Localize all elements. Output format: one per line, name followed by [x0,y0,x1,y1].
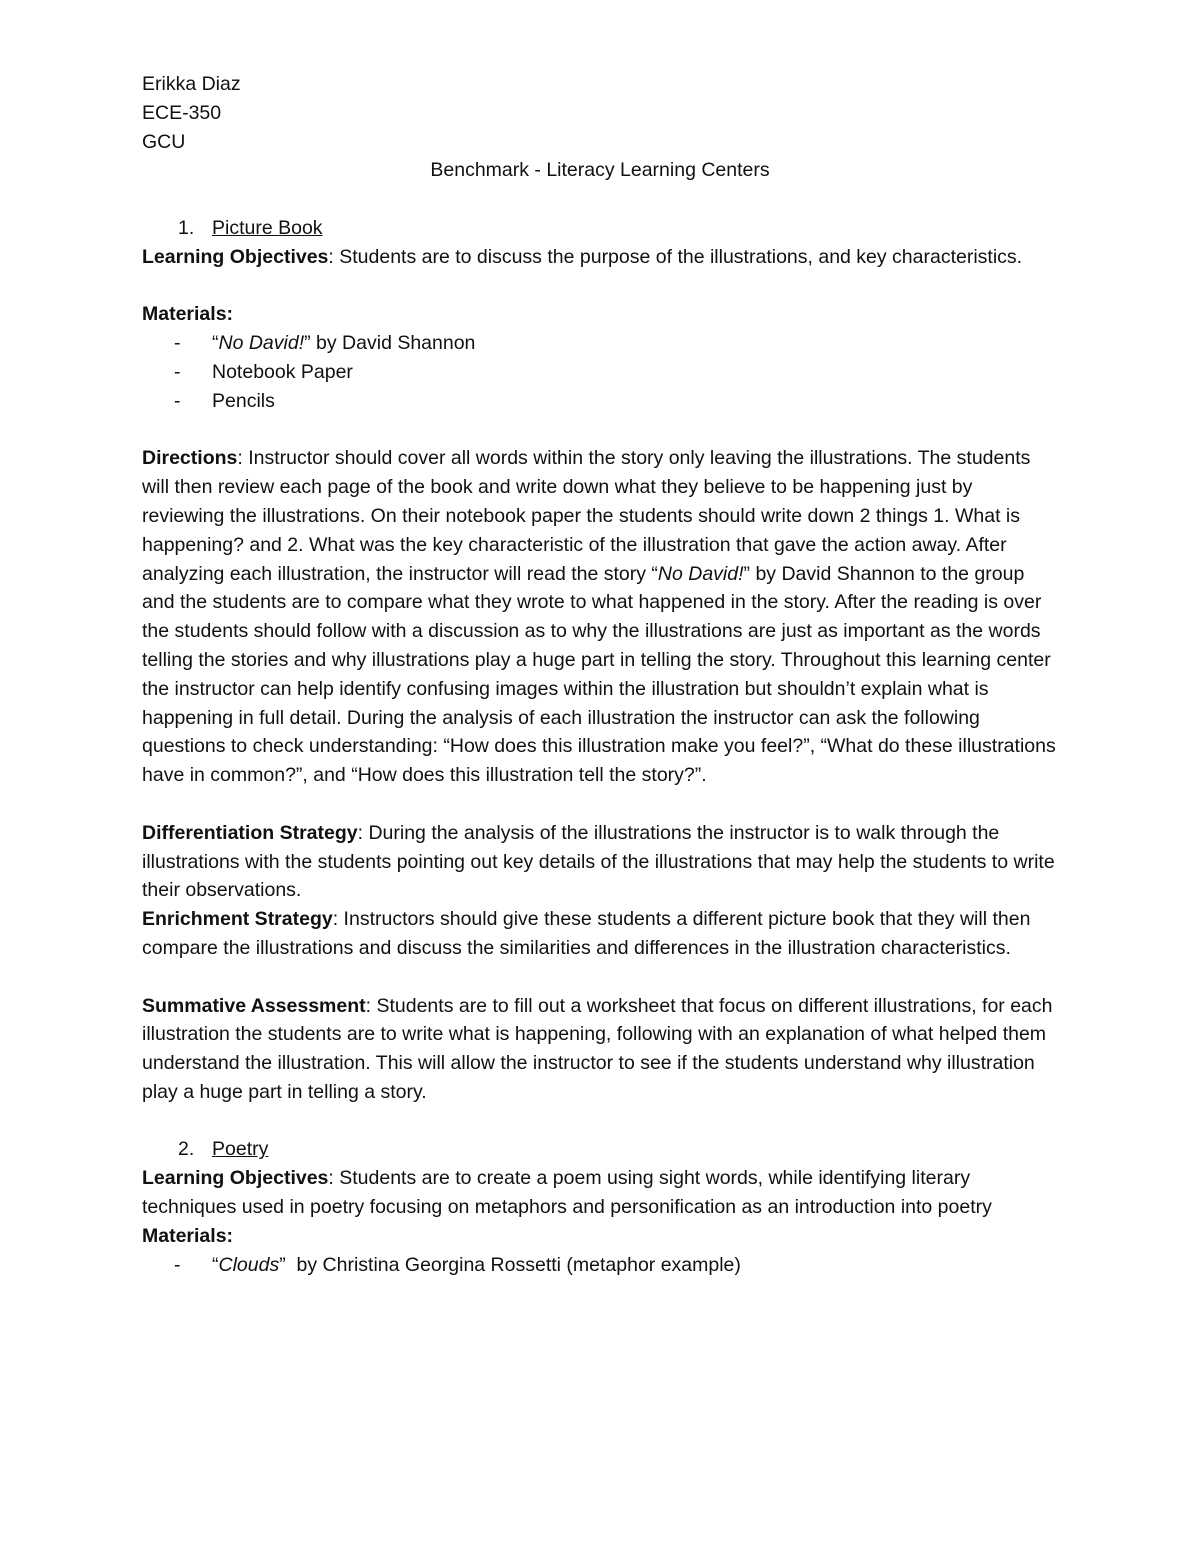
learning-objectives-paragraph [142,1164,1058,1222]
spacer [142,963,1058,992]
document-page [142,70,1058,1279]
section-heading-picture-book [142,214,1058,243]
bullet-dash: - [174,1253,181,1276]
section-heading-poetry [142,1135,1058,1164]
quote-close: ” [304,332,311,355]
author-name: Erikka Diaz [142,73,241,95]
objectives-label: Learning Objectives [142,1167,329,1190]
section-title: Poetry [212,1138,269,1161]
quote-open: “ [212,332,219,355]
book-title: No David! [218,332,305,355]
school-name: GCU [142,130,186,153]
course-code: ECE-350 [142,101,222,124]
poem-author: by Christina Georgina Rossetti (metaphor example) [285,1253,741,1276]
materials-label: Materials: [142,1224,234,1247]
document-title: Benchmark - Literacy Learning Centers [430,159,770,182]
enrichment-text: : Instructors should give these students a different picture book that they will then compare the illustrations and discuss the similarities and differences in the illustration characteristics. [142,908,1031,959]
quote-close: ” [279,1253,286,1276]
bullet-dash: - [174,389,181,412]
spacer [142,185,1058,214]
objectives-text: : Students are to create a poem using sight words, while identifying literary techniques used in poetry focusing on metaphors and personification as an introduction into poetry [142,1167,992,1219]
objectives-text: : Students are to discuss the purpose of the illustrations, and key characteristics. [328,245,1023,268]
materials-item [142,358,1058,387]
enrichment-label: Enrichment Strategy [142,908,333,931]
materials-item [142,387,1058,416]
differentiation-paragraph [142,819,1058,905]
enrichment-paragraph [142,905,1058,963]
book-author: by David Shannon [310,332,476,355]
materials-item [142,1251,1058,1280]
directions-book-title: No David! [657,562,744,585]
summative-paragraph [142,992,1058,1107]
section-number: 1. [178,216,195,239]
directions-text: : Instructor should cover all words within the story only leaving the illustrations. The students will then review each page of the book and write down what they believe to be happening just by reviewing the illustrations. On their notebook paper the students should write down 2 things 1. What is happening? and 2. What was the key characteristic of the illustration that gave the action away. After analyzing each illustration, the instructor will read the story “ [142,447,1031,585]
differentiation-label: Differentiation Strategy [142,821,358,844]
directions-text-continued: ” by David Shannon to the group and the students are to compare what they wrote to what happened in the story. After the reading is over the students should follow with a discussion as to why the illustrations are just as important as the words telling the stories and why illustrations play a huge part in telling the story. Throughout this learning center the instructor can help identify confusing images within the illustration but shouldn’t explain what is happening in full detail. During the analysis of each illustration the instructor can ask the following questions to check understanding: “How does this illustration make you feel?”, “What do these illustrations have in common?”, and “How does this illustration tell the story?”. [142,562,1056,787]
materials-label: Materials: [142,303,234,326]
bullet-dash: - [174,360,181,383]
directions-label: Directions [142,447,238,470]
differentiation-text: : During the analysis of the illustrations the instructor is to walk through the illustrations with the students pointing out key details of the illustrations that may help the students to write their observations. [142,821,1055,902]
materials-item [142,329,1058,358]
spacer [142,1107,1058,1136]
learning-objectives-paragraph [142,243,1058,272]
poem-title: Clouds [218,1253,280,1276]
material-text: Notebook Paper [212,360,353,383]
objectives-label: Learning Objectives [142,245,329,268]
directions-paragraph [142,444,1058,790]
spacer [142,272,1058,301]
summative-label: Summative Assessment [142,994,366,1017]
summative-text: : Students are to fill out a worksheet that focus on different illustrations, for each illustration the students are to write what is happening, following with an explanation of what helped them understand the illustration. This will allow the instructor to see if the students understand why illustration play a huge part in telling a story. [142,994,1053,1103]
spacer [142,790,1058,819]
bullet-dash: - [174,332,181,355]
section-number: 2. [178,1138,195,1161]
material-text: Pencils [212,389,275,412]
spacer [142,416,1058,445]
quote-open: “ [212,1253,219,1276]
section-title: Picture Book [212,216,323,239]
